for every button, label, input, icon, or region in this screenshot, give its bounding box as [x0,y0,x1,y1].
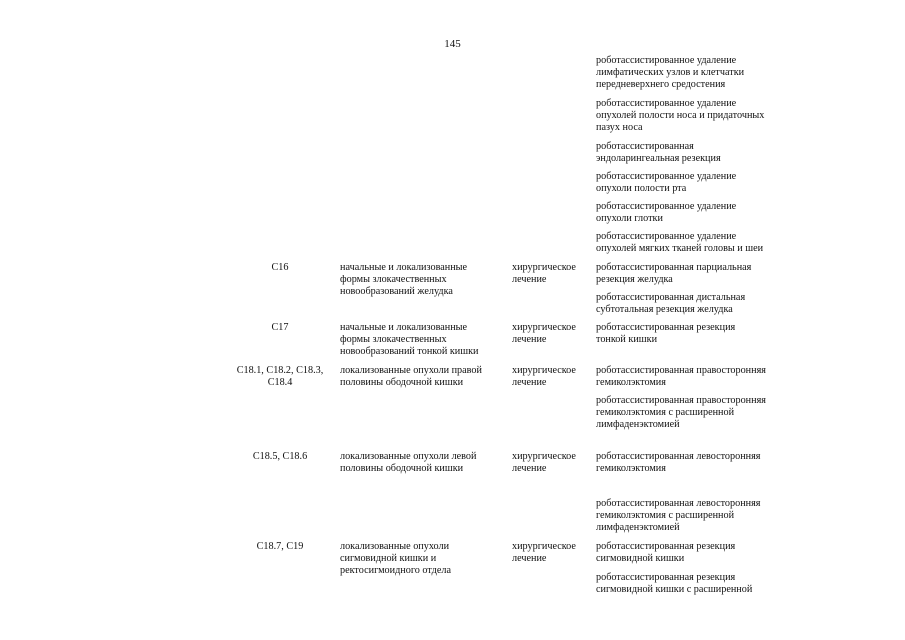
code-line: C17 [271,322,289,333]
diagnosis-line: начальные и локализованные [340,322,468,333]
method-continuation-3 [596,141,721,165]
method-line: гемиколэктомия [596,377,666,389]
method-line: роботассистированная резекция [596,322,736,333]
diagnosis-line: формы злокачественных [340,274,447,286]
diagnosis-code [225,262,335,274]
diagnosis-line: локализованные опухоли правой [340,365,482,376]
method-line: лимфаденэктомией [596,419,680,431]
method-line: пазух носа [596,122,643,134]
method-line: лимфатических узлов и клетчатки [596,67,745,79]
method-line: роботассистированное удаление [596,98,737,109]
diagnosis-description [340,451,476,475]
method-line: резекция желудка [596,274,673,286]
treatment-line: хирургическое [512,365,576,376]
diagnosis-code [225,365,335,389]
diagnosis-description [340,262,467,299]
treatment-type [512,365,576,389]
code-line: C16 [271,262,289,273]
method-line: лимфаденэктомией [596,522,680,534]
method-line: роботассистированная правосторонняя [596,395,766,406]
method [596,395,766,432]
method-line: сигмовидной кишки [596,553,685,565]
method-line: роботассистированная левосторонняя [596,498,761,509]
code-line: C18.7, C19 [256,541,304,552]
method-line: роботассистированная дистальная [596,292,746,303]
method [596,451,760,475]
method [596,498,760,535]
method [596,541,735,565]
treatment-line: лечение [512,377,547,389]
method-line: опухолей полости носа и придаточных [596,110,765,122]
diagnosis-code [225,541,335,553]
treatment-line: лечение [512,463,547,475]
diagnosis-line: локализованные опухоли левой [340,451,477,462]
treatment-type [512,541,576,565]
method-line: опухоли полости рта [596,183,687,195]
diagnosis-line: новообразований тонкой кишки [340,346,479,358]
method-line: тонкой кишки [596,334,658,346]
method-continuation-1 [596,55,744,92]
method-line: роботассистированная левосторонняя [596,451,761,462]
method-line: эндоларингеальная резекция [596,153,721,165]
diagnosis-line: половины ободочной кишки [340,377,464,389]
method [596,572,752,596]
method-line: передневерхнего средостения [596,79,726,91]
code-line: C18.5, C18.6 [252,451,308,462]
treatment-line: хирургическое [512,262,576,273]
method-continuation-6 [596,231,763,255]
method-line: роботассистированная [596,141,694,152]
treatment-line: хирургическое [512,541,576,552]
method [596,262,751,286]
method-line: роботассистированное удаление [596,55,737,66]
diagnosis-description [340,365,482,389]
diagnosis-line: новообразований желудка [340,286,453,298]
method-continuation-2 [596,98,764,135]
treatment-line: лечение [512,553,547,565]
method-line: роботассистированное удаление [596,231,737,242]
method-continuation-4 [596,171,736,195]
code-line: C18.1, C18.2, C18.3, [236,365,324,376]
diagnosis-line: половины ободочной кишки [340,463,464,475]
treatment-line: хирургическое [512,322,576,333]
method-line: роботассистированная резекция [596,541,736,552]
method [596,322,735,346]
method-line: гемиколэктомия с расширенной [596,407,735,419]
diagnosis-code [225,322,335,334]
method-continuation-5 [596,201,736,225]
diagnosis-line: начальные и локализованные [340,262,468,273]
method [596,365,766,389]
method-line: субтотальная резекция желудка [596,304,733,316]
page-number: 145 [444,38,461,50]
method [596,292,745,316]
diagnosis-code [225,451,335,463]
treatment-line: лечение [512,274,547,286]
treatment-type [512,451,576,475]
method-line: роботассистированное удаление [596,201,737,212]
method-line: гемиколэктомия [596,463,666,475]
method-line: сигмовидной кишки с расширенной [596,584,753,596]
diagnosis-description [340,541,451,578]
treatment-type [512,322,576,346]
treatment-line: хирургическое [512,451,576,462]
diagnosis-description [340,322,478,359]
method-line: гемиколэктомия с расширенной [596,510,735,522]
method-line: опухолей мягких тканей головы и шеи [596,243,764,255]
diagnosis-line: ректосигмоидного отдела [340,565,451,577]
method-line: роботассистированное удаление [596,171,737,182]
treatment-line: лечение [512,334,547,346]
method-line: роботассистированная резекция [596,572,736,583]
diagnosis-line: формы злокачественных [340,334,447,346]
diagnosis-line: сигмовидной кишки и [340,553,437,565]
diagnosis-line: локализованные опухоли [340,541,450,552]
method-line: опухоли глотки [596,213,663,225]
method-line: роботассистированная парциальная [596,262,752,273]
method-line: роботассистированная правосторонняя [596,365,766,376]
treatment-type [512,262,576,286]
code-line: C18.4 [267,377,293,389]
